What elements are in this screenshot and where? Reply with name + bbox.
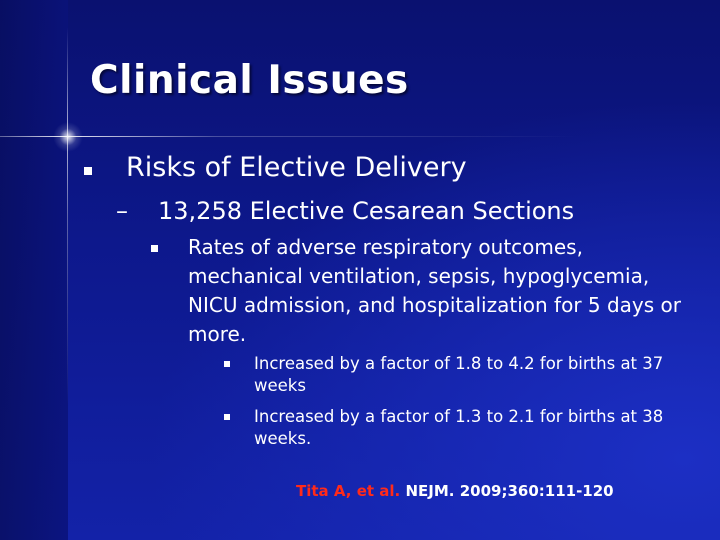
citation-author: Tita A, et al. (296, 482, 401, 500)
bullet-level3-text: Rates of adverse respiratory outcomes, mechanical ventilation, sepsis, hypoglycemia, NICU admission, and hospitalization for 5 days or more. (188, 235, 681, 346)
bullet-level4-text: Increased by a factor of 1.3 to 2.1 for births at 38 weeks. (254, 407, 664, 448)
slide-title: Clinical Issues (90, 58, 409, 103)
bullet-level4-text: Increased by a factor of 1.8 to 4.2 for births at 37 weeks (254, 354, 664, 395)
vertical-accent-line (67, 0, 68, 540)
crosshair-glow (53, 122, 83, 152)
bullet-square-icon (84, 167, 92, 175)
horizontal-accent-line (0, 136, 720, 137)
bullet-level2-text: 13,258 Elective Cesarean Sections (158, 197, 575, 225)
bullet-square-icon (151, 245, 158, 252)
bullet-square-icon (224, 414, 230, 420)
left-accent-band (0, 0, 68, 540)
citation-journal: NEJM. 2009;360:111-120 (405, 482, 614, 500)
citation (296, 482, 614, 500)
dash-bullet: – (116, 197, 128, 225)
bullet-square-icon (224, 361, 230, 367)
bullet-level1-text: Risks of Elective Delivery (126, 152, 467, 183)
